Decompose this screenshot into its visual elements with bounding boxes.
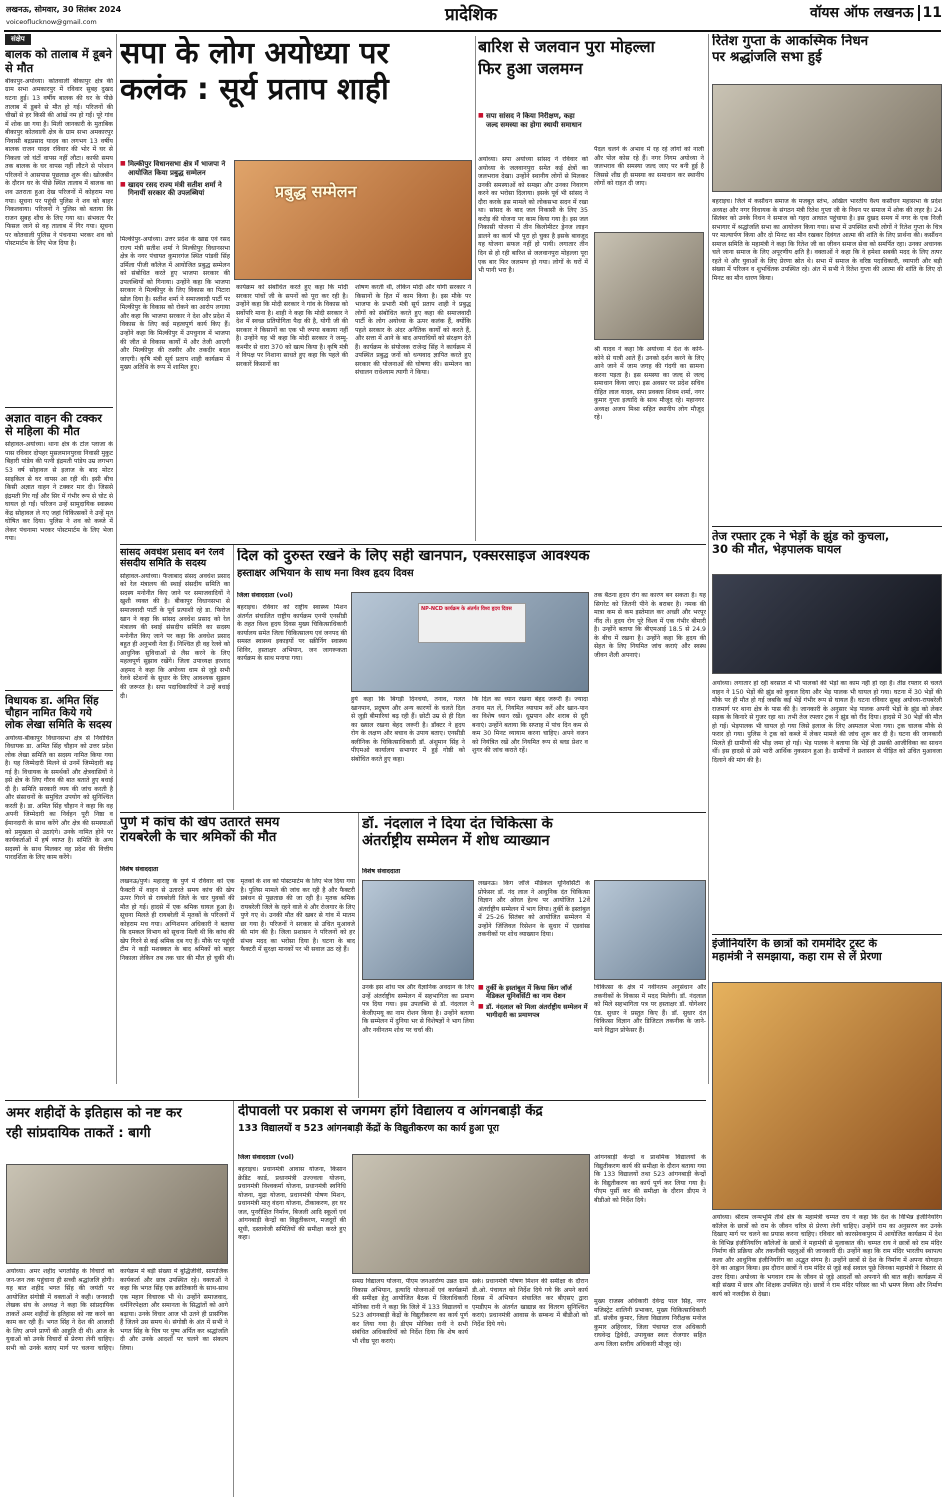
lead-headline bbox=[120, 36, 472, 156]
pune-headline-line1: पुणे में कांच की खेप उतारते समय bbox=[120, 816, 280, 830]
brand bbox=[737, 4, 942, 28]
dental-body1: लखनऊ। किंग जॉर्ज मेडिकल यूनिवर्सिटी के प्रोफेसर डॉ. नंद लाल ने आधुनिक दंत चिकित्सा विज्ञान और ओरल हेल्थ पर आयोजित 12वें अंतर्राष्ट्रीय सम्मेलन में भाग लिया। तुर्की के इस्तांबुल में 25-26 सितंबर को आयोजित सम्मेलन में उन्होंने जिंजिवल रिसेशन के सुधार में एडवांस्ड तकनीकों पर शोध व्याख्यान दिया। bbox=[478, 880, 590, 939]
heart-photo-banner: NP-NCD कार्यक्रम के अंतर्गत विश्व हृदय दिवस bbox=[418, 603, 526, 643]
electrification-headline: दीपावली पर प्रकाश से जगमग होंगे विद्यालय व आंगनबाड़ी केंद्र bbox=[238, 1104, 543, 1119]
electrification-subhead: 133 विद्यालयों व 523 आंगनबाड़ी केंद्रों के विद्युतीकरण का कार्य हुआ पूरा bbox=[238, 1122, 499, 1134]
dental-headline-line1: डॉ. नंदलाल ने दिया दंत चिकित्सा के bbox=[362, 816, 553, 832]
electrification-body3: सके। प्रधानमंत्री पोषण मिशन की समीक्षा के दौरान डी.ओ. पंचायत को निर्देश दिये गये कि अपने कार्य दिवस में अभियान संचालित कर बीएसए द्वारा एमडीएम के अंतर्गत खाद्यान्न का वितरण सुनिश्चित कराएं। प्रधानमंत्री आवास के सम्बन्ध में बीडीओ को निर्देश दिये गये। bbox=[472, 1278, 588, 1328]
dental-headline-line2: अंतर्राष्ट्रीय सम्मेलन में शोध व्याख्यान bbox=[362, 832, 550, 849]
pune-headline bbox=[120, 816, 355, 862]
pune-byline-text: विशेष संवाददाता bbox=[120, 866, 159, 873]
rain-bullet1: ■ सपा सांसद ने किया निरीक्षण, कहा जल्द समस्या का होगा स्थायी समाधान bbox=[478, 112, 588, 130]
engineering-headline-line2: महामंत्री ने समझाया, कहा राम से लें प्रेरणा bbox=[712, 949, 882, 963]
brand-name: वॉयस ऑफ लखनऊ bbox=[809, 5, 914, 21]
truck-body: अयोध्या। लगातार हो रही बरसात में भी पालकों की भेड़ों का काम नहीं हो रहा है। तीव्र रफ्तार से चलते वाहन ने 150 भेड़ों की झुंड को कुचल दिया और भेड़ पालक भी घायल हो गया। घटना में 30 भेड़ों की मौके पर ही मौत हो गई जबकि कई भेड़ें गंभीर रूप से घायल हैं। घटना रविवार सुबह अयोध्या-रायबरेली राजमार्ग पर थाना क्षेत्र के पास की है। जानकारी के अनुसार भेड़ पालक अपनी भेड़ों के झुंड को लेकर सड़क के किनारे से गुजर रहा था। तभी तेज रफ्तार ट्रक ने झुंड को रौंद दिया। हादसे में 30 भेड़ों की मौत हो गई। भेड़पालक भी घायल हो गया जिसे इलाज के लिए अस्पताल भेजा गया। ट्रक चालक मौके से फरार हो गया। पुलिस ने ट्रक को कब्जे में लेकर मामले की जांच शुरू कर दी है। घटना की जानकारी मिलते ही ग्रामीणों की भीड़ जमा हो गई। भेड़ पालक ने बताया कि भेड़ें ही उसकी आजीविका का साधन थीं। इस हादसे से उसे भारी आर्थिक नुकसान हुआ है। ग्रामीणों ने प्रशासन से पीड़ित को उचित मुआवजा दिलाने की मांग की है। bbox=[712, 680, 942, 764]
brief2-body: सोहावल-अयोध्या। थाना क्षेत्र के टोल प्लाजा के पास रविवार दोपहर मुसलमानपुरवा निवासी मुकुट बिहारी पांडेय की पत्नी इंद्रमती पांडेय उम्र लगभग 53 वर्ष सोहावल से इलाज के बाद मोटर साइकिल से घर वापस आ रही थी। इसी बीच किसी अज्ञात वाहन ने टक्कर मार दी। जिससे इंद्रमती गिर गईं और सिर में गंभीर रूप से चोट से घायल हो गईं। परिजन उन्हें सामुदायिक स्वास्थ्य केंद्र सोहावल ले गए जहां चिकित्सकों ने उन्हें मृत घोषित कर दिया। पुलिस ने शव को कब्जे में लेकर पंचनामा भरकर पोस्टमार्टम के लिए भेजा गया। bbox=[5, 441, 113, 543]
engineering-body: अयोध्या। श्रीराम जन्मभूमि तीर्थ क्षेत्र के महामंत्री चम्पत राय ने कहा कि देश के विभिन्न इंजीनियरिंग कॉलेज के छात्रों को राम के जीवन चरित्र से प्रेरणा लेनी चाहिए। उन्होंने राम का अनुसरण कर उनके दिखाए मार्ग पर चलने का प्रयास करना चाहिए। रविवार को कारसेवकपुरम में आयोजित कार्यक्रम में देश के विभिन्न इंजीनियरिंग कॉलेजों के छात्रों ने महामंत्री से मुलाकात की। चम्पत राय ने छात्रों को राम मंदिर निर्माण की प्रक्रिया और तकनीकी पहलुओं की जानकारी दी। उन्होंने कहा कि राम मंदिर भारतीय स्थापत्य कला और आधुनिक इंजीनियरिंग का अद्भुत संगम है। उन्होंने छात्रों से देश के निर्माण में अपना योगदान देने का आह्वान किया। इस दौरान छात्रों ने राम मंदिर से जुड़े कई सवाल पूछे जिनका महामंत्री ने विस्तार से उत्तर दिया। अयोध्या के भगवान राम के जीवन से जुड़े आदर्शों को अपनाने की बात कही। कार्यक्रम में बड़ी संख्या में छात्र और शिक्षक उपस्थित रहे। छात्रों ने राम मंदिर परिसर का भी भ्रमण किया और निर्माण कार्य को नजदीक से देखा। bbox=[712, 1214, 942, 1298]
dental-body3: चिकित्सा के क्षेत्र में नवीनतम अनुसंधान और तकनीकों के विकास में मदद मिलेगी। डॉ. नंदलाल को मिले सहभागिता पत्र पर हस्ताक्षर डॉ. योगेश्वर एंड. सुधार ने प्रस्तुत किए हैं। डॉ. सुधार दंत चिकित्सा विज्ञान और डिजिटल तकनीक के जाने-माने विद्वान प्रोफेसर हैं। bbox=[594, 984, 706, 1034]
right-top-body: बहराइच। जिले में कसौंधन समाज के मजबूत स्तंभ, अखिल भारतीय वैश्य कसौंधन महासभा के प्रदेश अध्यक्ष और नगर विधायक के संगठन मंत्री रितेश गुप्ता जी के निधन पर समाज में शोक की लहर है। 24 सितंबर को उनके निधन ने समाज को गहरा आघात पहुंचाया है। इस दुखद समय में नगर के एक निजी सभागार में श्रद्धांजलि सभा का आयोजन किया गया। सभा में उपस्थित सभी लोगों ने रितेश गुप्ता के चित्र पर माल्यार्पण किया और दो मिनट का मौन रखकर दिवंगत आत्मा की शांति के लिए प्रार्थना की। कसौंधन समाज समिति के महामंत्री ने कहा कि रितेश जी का जीवन समाज सेवा को समर्पित रहा। उनका अचानक चले जाना समाज के लिए अपूरणीय क्षति है। वक्ताओं ने कहा कि वे हमेशा सबकी मदद के लिए तत्पर रहते थे और युवाओं के लिए प्रेरणा स्रोत थे। सभा में समाज के वरिष्ठ पदाधिकारी, व्यापारी और बड़ी संख्या में परिजन व शुभचिंतक उपस्थित रहे। अंत में सभी ने रितेश गुप्ता की आत्मा की शांति के लिए दो मिनट का मौन धारण किया। bbox=[712, 198, 942, 282]
dental-certificate-photo bbox=[594, 880, 706, 980]
bottom-left-headline-line1: अमर शहीदों के इतिहास को नष्ट कर bbox=[6, 1105, 182, 1121]
engineering-headline-line1: इंजीनियरिंग के छात्रों को राममंदिर ट्रस्ट के bbox=[712, 938, 877, 950]
electrification-photo bbox=[352, 1154, 590, 1274]
brief3-body: अयोध्या-बीकापुर विधानसभा क्षेत्र से निर्वाचित विधायक डा. अमित सिंह चौहान को उत्तर प्रदेश लोक लेखा समिति का सदस्य नामित किया गया है। यह जिम्मेदारी मिलने से उनमें जिम्मेदारी बढ़ गई है। विधायक के समर्थकों और क्षेत्रवासियों ने इसे क्षेत्र के लिए गौरव की बात बताते हुए बधाई दी है। समिति सरकारी व्यय की जांच करती है और संसाधनों के समुचित उपयोग को सुनिश्चित करती है। डा. अमित सिंह चौहान ने कहा कि वह अपनी जिम्मेदारी का निर्वहन पूरी निष्ठा व ईमानदारी के साथ करेंगे और क्षेत्र की समस्याओं को प्रमुखता से उठाएंगे। उनके नामित होने पर कार्यकर्ताओं में हर्ष व्याप्त है। समिति के अन्य सदस्यों के साथ मिलकर वह प्रदेश की वित्तीय पारदर्शिता के लिए काम करेंगे। bbox=[5, 734, 113, 862]
brief2-headline: अज्ञात वाहन की टक्कर से महिला की मौत bbox=[5, 410, 102, 439]
heart-body2: हुये कहा कि बिगड़ी दिनचर्या, तनाव, गलत खानपान, प्रदूषण और अन्य कारणों के चलते दिल से जुड़ी बीमारियां बढ़ रही हैं। छोटी उम्र से ही दिल का ख्याल रखना बेहद जरूरी है। डॉक्टर ने हृदय रोग के लक्षण और बचाव के उपाय बताए। एनसीडी क्लीनिक के चिकित्साधिकारी डॉ. अंशुमान सिंह ने पीएमओ कार्यालय सभागार में हुई गोष्ठी को संबोधित करते हुए कहा। bbox=[351, 696, 465, 763]
truck-headline-line1: तेज रफ्तार ट्रक ने भेड़ों के झुंड को कुचला, bbox=[712, 530, 890, 543]
pune-body: लखनऊ/पुणे। महाराष्ट्र के पुणे में रविवार को एक फैक्टरी में वाहन से उतारते समय कांच की खेप ऊपर गिरने से रायबरेली जिले के चार युवकों की मौत हो गई। हादसे में एक श्रमिक घायल हुआ है। सूचना मिलते ही रायबरेली में मृतकों के परिजनों में कोहराम मच गया। अग्निशमन अधिकारी ने बताया कि दमकल विभाग को सूचना मिली थी कि कांच की खेप गिरने से कई श्रमिक दब गए हैं। मौके पर पहुंची टीम ने कड़ी मशक्कत के बाद श्रमिकों को बाहर निकाला लेकिन तब तक चार की मौत हो चुकी थी। मृतकों के शव को पोस्टमार्टम के लिए भेज दिया गया है। पुलिस मामले की जांच कर रही है और फैक्टरी प्रबंधन से पूछताछ की जा रही है। मृतक श्रमिक रायबरेली जिले के रहने वाले थे और रोजगार के लिए पुणे गए थे। उनकी मौत की खबर से गांव में मातम छा गया है। परिजनों ने सरकार से उचित मुआवजे की मांग की है। जिला प्रशासन ने परिजनों को हर संभव मदद का भरोसा दिया है। घटना के बाद फैक्टरी में सुरक्षा मानकों पर भी सवाल उठ रहे हैं। bbox=[120, 878, 355, 962]
dental-photo bbox=[362, 880, 474, 980]
electrification-headline-block bbox=[238, 1104, 706, 1150]
briefs-tag bbox=[5, 34, 113, 45]
heart-headline: दिल को दुरुस्त रखने के लिए सही खानपान, एक्सरसाइज आवश्यक bbox=[237, 548, 590, 564]
heart-body4: तक बैठना हृदय रोग का कारण बन सकता है। यह सिगरेट को जितनी पीने के बराबर है। नमक की मात्रा कम से कम इस्तेमाल कर अच्छी और भरपूर नींद लें। हृदय रोग पूरे विश्व में एक गंभीर बीमारी है। उन्होंने बताया कि बीएमआई 18.5 से 24.9 के बीच में रखना है। उन्होंने कहा कि हृदय की सेहत के लिए नियमित जांच कराएं और स्वस्थ जीवन शैली अपनाएं। bbox=[594, 592, 706, 659]
engineering-photo bbox=[712, 982, 942, 1210]
electrification-body4: आंगनबाड़ी केन्द्रों व प्राथमिक विद्यालयों के विद्युतीकरण कार्य की समीक्षा के दौरान बताया गया कि 133 विद्यालयों तथा 523 आंगनबाड़ी केन्द्रों के विद्युतीकरण का कार्य पूर्ण कर लिया गया है। पीएम पुर्सी कर की समीक्षा के दौरान डीएम ने बीडीओ को निर्देश दिये। bbox=[594, 1154, 706, 1204]
rain-body3: श्री यादव ने कहा कि अयोध्या में देश के कोने-कोने से यात्री आते हैं। उनको दर्शन करने के लिए आने जाने में जाम जगह की गंदगी का सामना करना पड़ता है। इस समस्या का जल्द से जल्द समाधान किया जाए। इस अवसर पर प्रदेश सचिव रोहित लाल यादव, सपा प्रवक्ता शिवम शर्मा, नगर कुमार गुप्ता इत्यादि के साथ मौजूद रहे। महानगर अध्यक्ष अजय मिश्रा सहित स्थानीय लोग मौजूद रहे। bbox=[594, 346, 704, 422]
heart-body1: बहराइच। रविवार को राष्ट्रीय स्वास्थ्य मिशन अंतर्गत संचालित राष्ट्रीय कार्यक्रम एनपी एनसीडी के तहत विश्व हृदय दिवस मुख्य चिकित्साधिकारी कार्यालय समेत जिला चिकित्सालय एवं जनपद की समस्त स्वास्थ्य इकाइयों पर स्क्रीनिंग स्वास्थ्य शिविर, हस्ताक्षर अभियान, जन जागरूकता कार्यक्रम के साथ मनाया गया। bbox=[237, 604, 347, 663]
divider bbox=[120, 812, 706, 813]
lead-body2: कार्यक्रम को संबोधित करते हुए कहा कि मोदी सरकार पांचों जी के सपनों को पूरा कर रही है। उन्होंने कहा कि मोदी सरकार ने गांव के विकास को सर्वोपरि माना है। शाही ने कहा कि मोदी सरकार ने देश में स्वच्छ प्रतियोगिता पैदा की है, योगी जी की सरकार ने किसानों का एक भी रुपया बकाया नहीं है। उन्होंने यह भी कहा कि मोदी सरकार ने जम्मू-कश्मीर से धारा 370 को खत्म किया है। कृषि मंत्री ने विपक्ष पर निशाना साधते हुए कहा कि पहले की सरकारें किसानों का bbox=[236, 284, 348, 368]
column-rule bbox=[475, 36, 476, 541]
truck-headline-line2: 30 की मौत, भेड़पालक घायल bbox=[712, 542, 842, 557]
left-briefs-column bbox=[5, 34, 113, 1050]
dental-byline-text: विशेष संवाददाता bbox=[362, 868, 401, 875]
divider bbox=[712, 934, 942, 935]
dental-bullets bbox=[478, 984, 590, 1034]
pune-headline-line2: रायबरेली के चार श्रमिकों की मौत bbox=[120, 829, 277, 845]
lead-bullet1: ■ मिल्कीपुर विधानसभा क्षेत्र में भाजपा ने आयोजित किया प्रबुद्ध सम्मेलन bbox=[120, 160, 230, 178]
column-rule bbox=[233, 1101, 234, 1497]
rain-photo bbox=[594, 232, 704, 340]
divider bbox=[5, 690, 113, 691]
engineering-headline bbox=[712, 938, 942, 978]
dental-bullet1: ■ तुर्की के इस्तांबुल में किया किंग जॉर्ज मेडिकल यूनिवर्सिटी का नाम रोशन bbox=[478, 984, 590, 1000]
heart-byline bbox=[237, 592, 347, 602]
column-rule bbox=[233, 545, 234, 810]
page-number: 11 bbox=[918, 5, 942, 21]
truck-headline bbox=[712, 530, 942, 570]
dental-byline bbox=[362, 868, 472, 878]
lead-photo bbox=[234, 160, 472, 280]
railway-body: सोहावल-अयोध्या। फैजाबाद संसद अवधेश प्रसाद को रेल मंत्रालय की स्थाई संसदीय समिति का सदस्य मनोनीत किए जाने पर समाजवादियों ने खुशी व्यक्त की है। बीकापुर विधानसभा से समाजवादी पार्टी के पूर्व प्रत्याशी रहे डा. फिरोज खान ने कहा कि सांसद अवधेश प्रसाद को रेल मंत्रालय की स्थाई संसदीय समिति का सदस्य मनोनीत किए जाने पर कहा कि अवधेश प्रसाद बहुत ही अनुभवी नेता हैं। निश्चित ही वह रेलवे को आधुनिक सुविधाओं से लैस करने के लिए महत्वपूर्ण सुझाव रखेंगे। जिला उपाध्यक्ष इरशाद अहमद ने कहा कि अयोध्या धाम से जुड़े सभी रेलवे स्टेशनों के सुधार के लिए आवश्यक सुझाव की जरूरत है। सपा पदाधिकारियों ने उन्हें बधाई दी। bbox=[120, 572, 230, 700]
bottom-left-body: अयोध्या। अमर शहीद भगतसिंह के विचारों को जन-जन तक पहुंचाना ही सच्ची श्रद्धांजलि होगी। यह बात शहीद भगत सिंह की जयंती पर आयोजित संगोष्ठी में वक्ताओं ने कही। जनवादी लेखक संघ के अध्यक्ष ने कहा कि सांप्रदायिक ताकतें अमर शहीदों के इतिहास को नष्ट करने का काम कर रही हैं। भगत सिंह ने देश की आजादी के लिए अपने प्राणों की आहुति दी थी। आज के युवाओं को उनके विचारों से प्रेरणा लेनी चाहिए। सभी को उनके बताए मार्ग पर चलना चाहिए। कार्यक्रम में बड़ी संख्या में बुद्धिजीवी, सामाजिक कार्यकर्ता और छात्र उपस्थित रहे। वक्ताओं ने कहा कि भगत सिंह एक क्रांतिकारी के साथ-साथ एक महान विचारक भी थे। उन्होंने समाजवाद, धर्मनिरपेक्षता और समानता के सिद्धांतों को आगे बढ़ाया। उनके विचार आज भी उतने ही प्रासंगिक हैं जितने उस समय थे। संगोष्ठी के अंत में सभी ने भगत सिंह के चित्र पर पुष्प अर्पित कर श्रद्धांजलि दी और उनके आदर्शों पर चलने का संकल्प लिया। bbox=[6, 1268, 228, 1352]
heart-byline-text: जिला संवाददाता (vol) bbox=[237, 592, 293, 599]
divider bbox=[5, 407, 113, 408]
divider bbox=[120, 544, 706, 545]
lead-headline-line2: कलंक : सूर्य प्रताप शाही bbox=[120, 72, 389, 107]
divider bbox=[712, 526, 942, 527]
heart-body3: कि दिल का ध्यान रखना बेहद जरूरी है। ज्यादा तनाव मत लें, नियमित व्यायाम करें और खान-पान का विशेष ध्यान रखें। धूम्रपान और शराब से दूरी बनाएं। उन्होंने बताया कि सप्ताह में पांच दिन कम से कम 30 मिनट व्यायाम करना चाहिए। अपने वजन को नियंत्रित रखें और नियमित रूप से ब्लड प्रेशर व शुगर की जांच कराते रहें। bbox=[472, 696, 588, 755]
electrification-byline-text: जिला संवाददाता (vol) bbox=[238, 1154, 294, 1161]
column-rule bbox=[116, 34, 117, 1084]
dental-bullet2: ■ डॉ. नंदलाल को मिला अंतर्राष्ट्रीय सम्मेलन में भागीदारी का प्रमाणपत्र bbox=[478, 1003, 590, 1019]
electrification-body1: बहराइच। प्रधानमंत्री आवास योजना, किसान क्रेडिट कार्ड, प्रधानमंत्री उज्ज्वला योजना, प्रधानमंत्री विश्वकर्मा योजना, प्रधानमंत्री स्वनिधि योजना, मुद्रा योजना, प्रधानमंत्री पोषण मिशन, प्रधानमंत्री मातृ वंदना योजना, टीकाकरण, हर घर जल, पुनरीक्षित निर्माण, बिजली आदि स्कूलों एवं आंगनबाड़ी केन्द्रों का विद्युतीकरण, मजदूरों की सूची, दस्तावेजी समितियों की समीक्षा करते हुए कहा। bbox=[238, 1166, 346, 1242]
briefs-tag-label: संक्षेप bbox=[5, 34, 31, 45]
heart-subhead: हस्ताक्षर अभियान के साथ मना विश्व हृदय दिवस bbox=[237, 567, 414, 579]
rain-headline-line1: बारिश से जलवान पुरा मोहल्ला bbox=[478, 37, 655, 56]
heart-headline-block bbox=[237, 548, 707, 588]
column-rule bbox=[358, 813, 359, 1098]
rain-headline bbox=[478, 36, 703, 108]
rain-bullets bbox=[478, 112, 588, 152]
electrification-body5: मुख्य राजस्व अधिकारी देवेन्द्र पाल सिंह, नगर मजिस्ट्रेट शालिनी प्रभाकर, मुख्य चिकित्साधिकारी डॉ. संजीव कुमार, जिला विद्यालय निरीक्षक मनोज कुमार अहिरवार, जिला पंचायत राज अधिकारी राघवेन्द्र द्विवेदी, उपायुक्त स्वतः रोजगार सहित अन्य जिला स्तरीय अधिकारी मौजूद रहे। bbox=[594, 1298, 706, 1348]
lead-bullets bbox=[120, 160, 230, 230]
divider bbox=[5, 1100, 706, 1101]
right-top-headline-line2: पर श्रद्धांजलि सभा हुई bbox=[712, 48, 822, 65]
date-text: लखनऊ, सोमवार, 30 सितंबर 2024 bbox=[6, 5, 122, 14]
lead-body1: मिल्कीपुर-अयोध्या। उत्तर प्रदेश के खाद्य एवं रसद राज्य मंत्री सतीश शर्मा ने मिल्कीपुर विधानसभा क्षेत्र के नगर पंचायत कुमारगंज स्थित पांडवी सिंह उर्मिला पीजी कॉलेज में आयोजित प्रबुद्ध सम्मेलन को संबोधित करते हुए भाजपा सरकार की उपलब्धियों को गिनाया। उन्होंने कहा कि भाजपा सरकार ने मिल्कीपुर के लिए विकास का पिटारा खोल दिया है। सतीश शर्मा ने समाजवादी पार्टी पर मिल्कीपुर के विकास को रोकने का आरोप लगाया और कहा कि भाजपा सरकार ने देश और प्रदेश में विकास के लिए कई महत्वपूर्ण कार्य किए हैं। उन्होंने कहा कि मिल्कीपुर में उपचुनाव में भाजपा की जीत से विकास कार्यों में और तेजी आएगी और मिल्कीपुर की तस्वीर और तकदीर बदल जाएगी। कृषि मंत्री सूर्य प्रताप शाही कार्यक्रम में मुख्य अतिथि के रूप में शामिल हुए। bbox=[120, 236, 230, 372]
right-top-headline-line1: रितेश गुप्ता के आकस्मिक निधन bbox=[712, 34, 869, 49]
lead-headline-line1: सपा के लोग अयोध्या पर bbox=[120, 36, 389, 71]
rain-body2: पैदल चलने के अभाव में रह रहे लोगों को नाली और पोल कोस रहे हैं। नगर निगम अयोध्या ने जलभराव की समस्या जल्द जाए पर बनी हुई है जिससे शीघ्र ही समस्या का समाधान कर स्थानीय लोगों को राहत दी जाए। bbox=[594, 146, 704, 188]
electrification-body2: समग्र विद्यालय योजना, पीएम जनआरोग्य उन्नत ग्राम विकास अभियान, इत्यादि योजनाओं एवं कार्यक्रमों की समीक्षा हेतु आयोजित बैठक में जिलाधिकारी मोनिका रानी ने कहा कि जिले में 133 विद्यालयों व 523 आंगनबाड़ी केंद्रों के विद्युतीकरण का कार्य पूर्ण कर लिया गया है। डीएम मोनिका रानी ने सभी संबंधित अधिकारियों को निर्देश दिया कि शेष कार्य भी शीघ्र पूरा कराएं। bbox=[352, 1278, 468, 1345]
lead-photo-banner: प्रबुद्ध सम्मेलन bbox=[275, 182, 357, 201]
pune-byline bbox=[120, 866, 230, 876]
dental-body2: उनके इस शोध पत्र और वैज्ञानिक अवदान के लिए उन्हें अंतर्राष्ट्रीय सम्मेलन में सहभागिता का प्रमाण पत्र दिया गया। इस उपलब्धि से डॉ. नंदलाल ने केजीएमयू का नाम रोशन किया है। उन्होंने बताया कि सम्मेलन में दुनिया भर से विशेषज्ञों ने भाग लिया और नवीनतम शोध पर चर्चा की। bbox=[362, 984, 474, 1034]
right-top-headline bbox=[712, 34, 942, 90]
railway-headline: सांसद अवधेश प्रसाद बने रेलवे संसदीय समिति के सदस्य bbox=[120, 548, 225, 569]
rain-body1: अयोध्या। सपा अयोध्या सांसद ने रविवार को अयोध्या के जलवानपुरा समेत कई क्षेत्रों का जलभराव देखा। उन्होंने स्थानीय लोगों से मिलकर उनकी समस्याओं को समझा और उनका निवारण करने का भरोसा दिलाया। इसके पूर्व भी सांसद ने दौरा करके इस मामले को लोकसभा सदन में रखा था। सांसद के बाद जल निकासी के लिए 35 करोड़ की योजना पर काम किया गया है। इस जल निकासी योजना में तीन किलोमीटर ड्रेनज लाइन डालने का कार्य भी पूरा हो चुका है इसके बावजूद यह योजना सफल नहीं हो पायी। लगातार तीन दिन से हो रही बारिश से जलवानपुरा मोहल्ला पूरा एक बार फिर जलमग्न हो गया। लोगों के घरों में भी पानी भरा है। bbox=[478, 156, 588, 275]
section-label: प्रादेशिक bbox=[444, 5, 498, 25]
bottom-left-headline-line2: रही सांप्रदायिक ताकतें : बागी bbox=[6, 1124, 151, 1141]
lead-bullet2: ■ खादय रसद राज्य मंत्री सतीश शर्मा ने गिनायीं सरकार की उपलब्धियां bbox=[120, 181, 230, 199]
brief1-body: बीकापुर-अयोध्या। कोतवाली बीकापुर क्षेत्र की ग्राम सभा अमकारपुर में रविवार सुबह दुखद घटना हुई। 13 वर्षीय बालक की घर के पीछे तालाब में डूबने से मौत हो गई। परिजनों की चीखों से हर किसी की आंखें नम हो गईं। पूरे गांव में शोक छा गया है। मिली जानकारी के मुताबिक बीकापुर कोतवाली क्षेत्र के ग्राम सभा अमकारपुर निवासी बद्रप्रसाद यादव का लगभग 13 वर्षीय बालक राजन यादव रविवार की भोर में घर से निकला जो घंटों वापस नहीं लौटा। काफी समय तक बालक के घर वापस नहीं लौटने से परेशान परिजनों ने आसपास पूछताछ शुरू की। खोजबीन के दौरान घर के पीछे स्थित तालाब में बालक का शव उतराता हुआ देख परिजनों में कोहराम मच गया। सूचना पर पहुंची पुलिस ने शव को बाहर निकलवाया। परिजनों ने पुलिस को बताया कि राजन सुबह शौच के लिए गया था। संभवतः पैर फिसल जाने से वह तालाब में गिर गया। सूचना पर कोतवाली पुलिस ने पंचनामा भरकर शव को पोस्टमार्टम के लिए भेज दिया है। bbox=[5, 77, 113, 248]
lead-body3: शोषण करती थीं, लेकिन मोदी और योगी सरकार ने किसानों के हित में काम किया है। इस मौके पर भाजपा के प्रभारी मंत्री सूर्य प्रताप शाही ने प्रबुद्ध लोगों को संबोधित करते हुए कहा की समाजवादी पार्टी के लोग अयोध्या के ऊपर कलंक हैं, क्योंकि पहले सरकार के अंदर अनैतिक कार्यों को करते हैं, और सत्ता में आने के बाद अपराधियों को संरक्षण देते हैं। कार्यक्रम के संयोजक राजेन्द्र सिंह ने कार्यक्रम में उपस्थित प्रबुद्ध जनों को धन्यवाद ज्ञापित करते हुए सरकार की योजनाओं की घोषणा की। सम्मेलन का संचालन राधेश्याम त्यागी ने किया। bbox=[355, 284, 471, 377]
section-title bbox=[396, 4, 546, 28]
heart-photo bbox=[351, 592, 589, 692]
railway-brief bbox=[120, 548, 230, 810]
dental-headline bbox=[362, 816, 707, 866]
masthead-date bbox=[6, 5, 206, 17]
brief1-headline: बालक को तालाब में डूबने से मौत bbox=[5, 47, 112, 75]
rain-headline-line2: फिर हुआ जलमग्न bbox=[478, 58, 583, 78]
bottom-left-photo bbox=[6, 1164, 228, 1264]
right-top-photo bbox=[712, 84, 942, 192]
bottom-left-headline bbox=[6, 1104, 226, 1160]
column-rule bbox=[708, 34, 709, 1084]
email-text: voiceoflucknow@gmail.com bbox=[6, 18, 97, 26]
electrification-byline bbox=[238, 1154, 348, 1164]
brief3-headline: विधायक डा. अमित सिंह चौहान नामित किये गये लोक लेखा समिति के सदस्य bbox=[5, 695, 112, 732]
truck-photo bbox=[712, 574, 942, 674]
masthead-rule bbox=[4, 30, 941, 32]
masthead-email bbox=[6, 18, 206, 28]
